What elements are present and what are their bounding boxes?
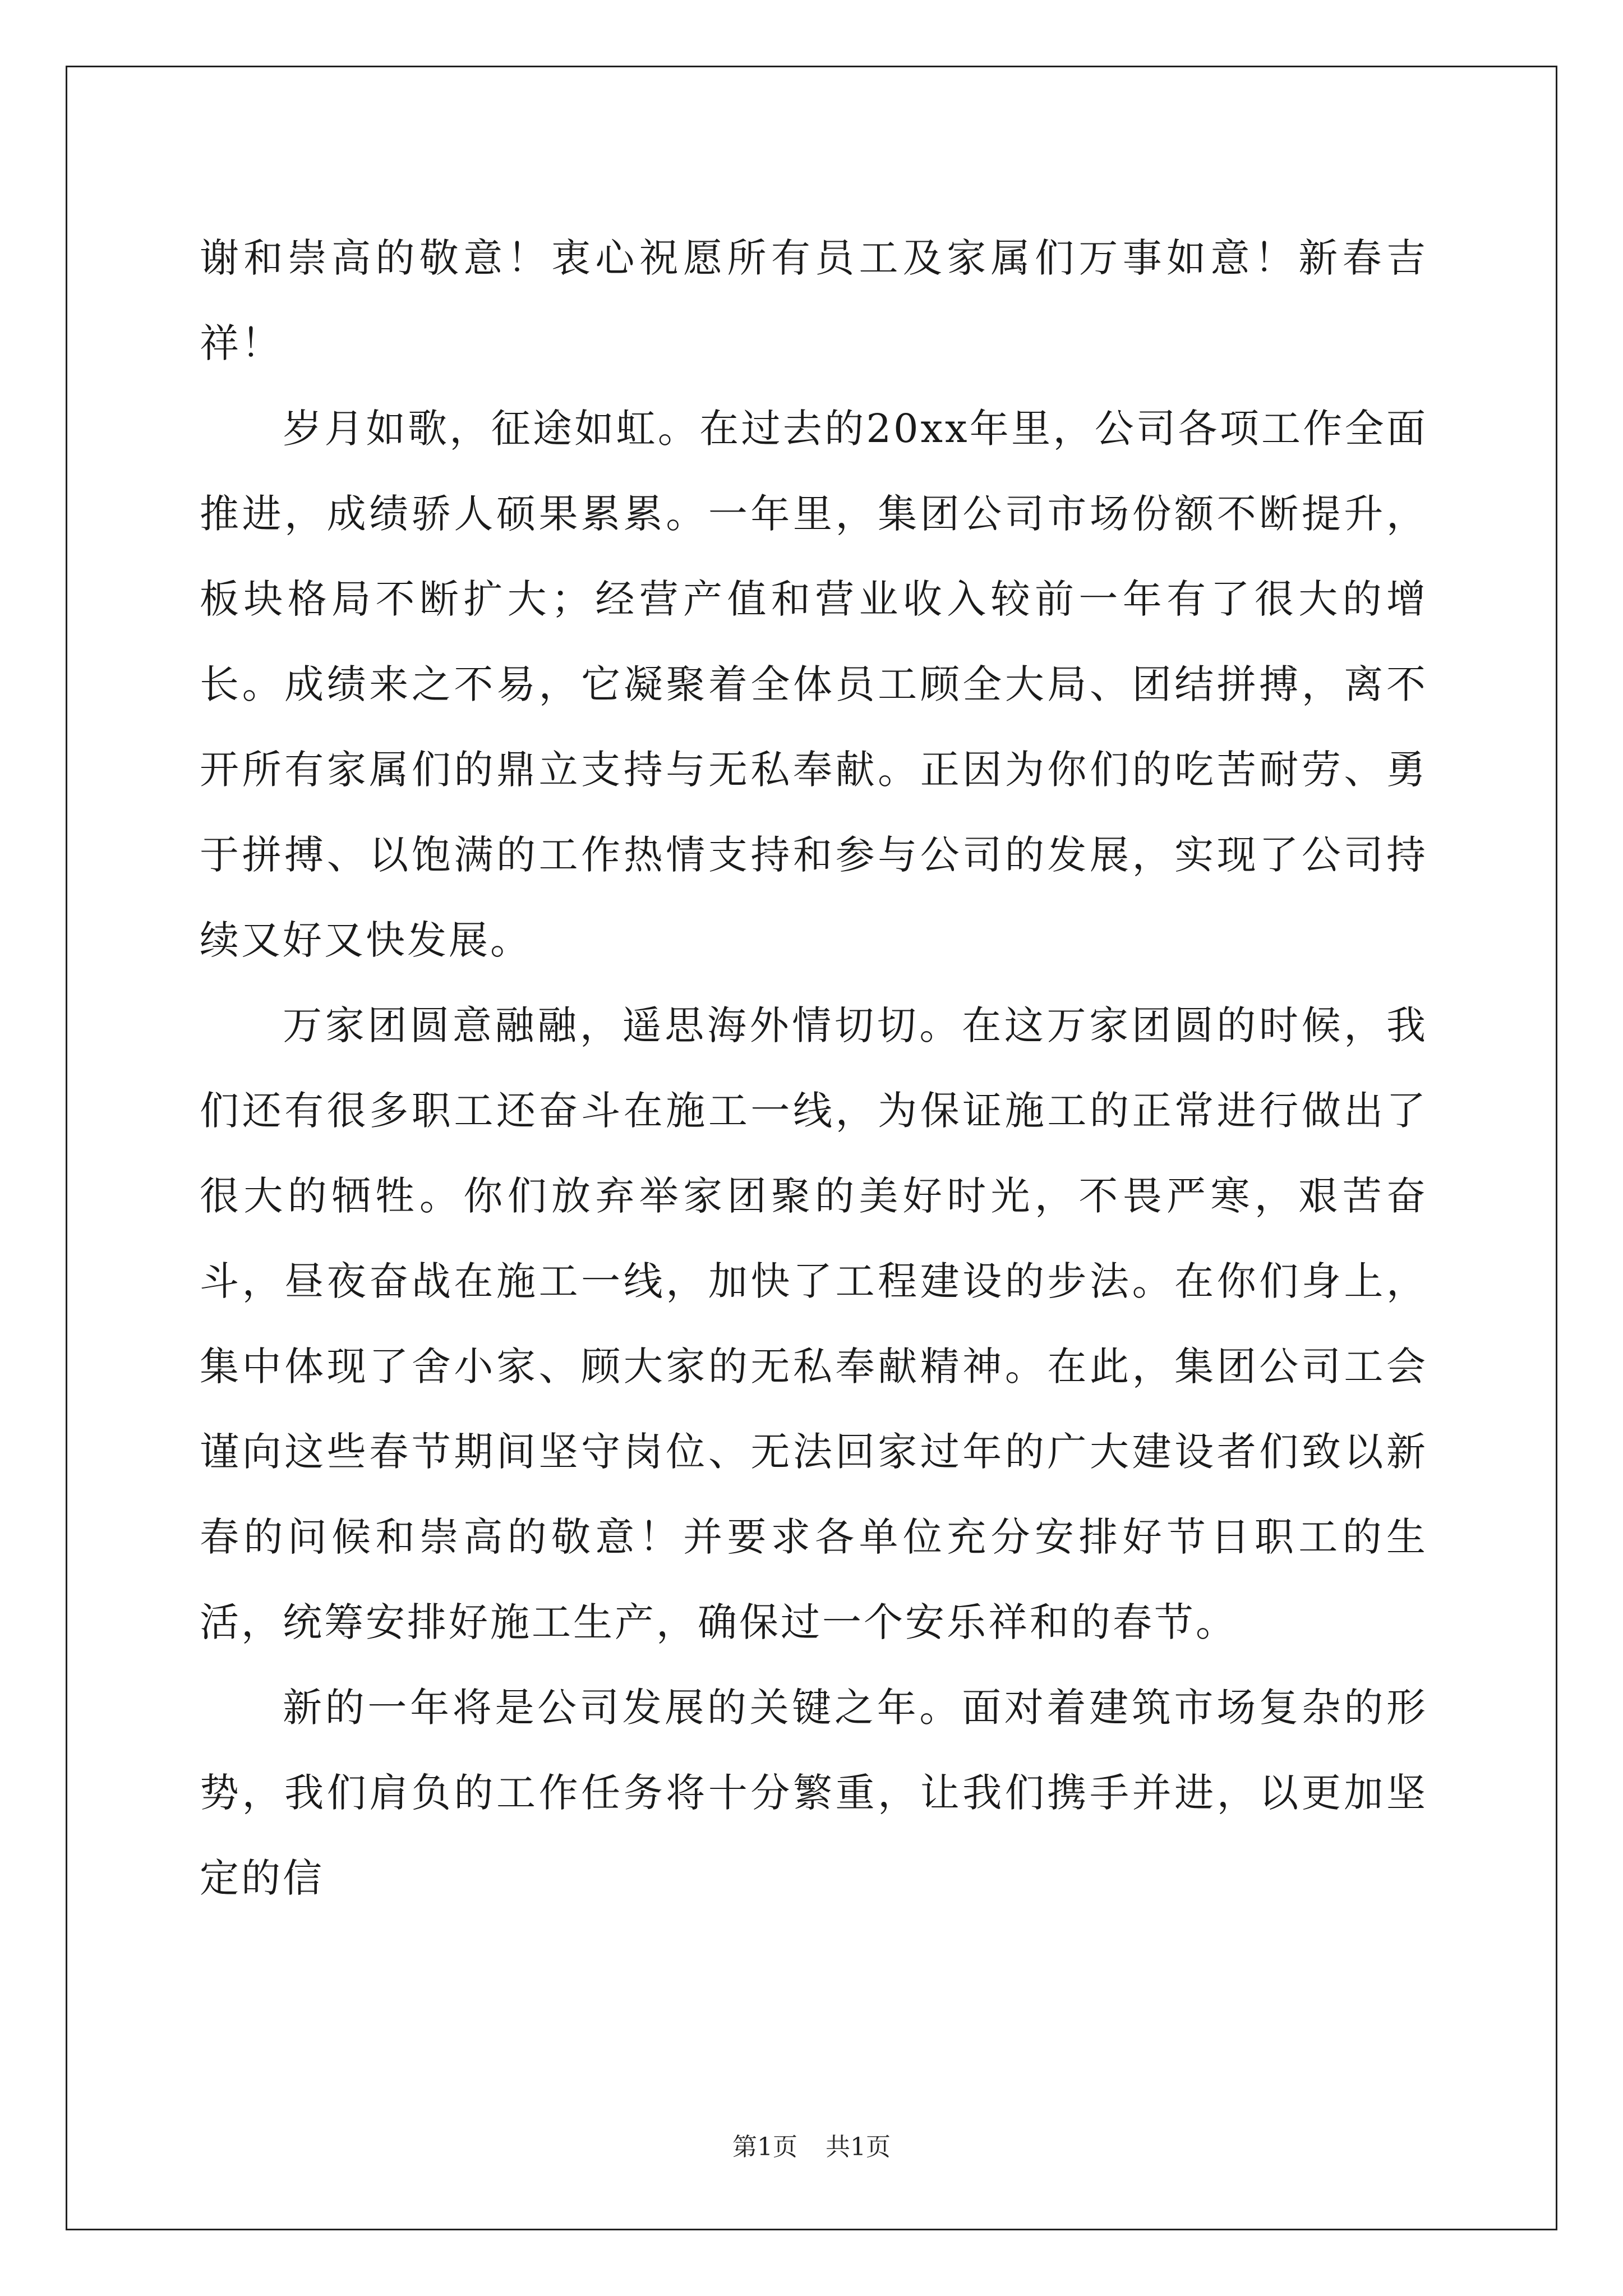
document-body <box>200 215 1428 1921</box>
paragraph-4: 新的一年将是公司发展的关键之年。面对着建筑市场复杂的形势，我们肩负的工作任务将十分繁重，让我们携手并进，以更加坚定的信 <box>200 1685 1428 1901</box>
paragraph-3: 万家团圆意融融，遥思海外情切切。在这万家团圆的时候，我们还有很多职工还奋斗在施工一线，为保证施工的正常进行做出了很大的牺牲。你们放弃举家团聚的美好时光，不畏严寒，艰苦奋斗，昼夜奋战在施工一线，加快了工程建设的步法。在你们身上，集中体现了舍小家、顾大家的无私奉献精神。在此，集团公司工会谨向这些春节期间坚守岗位、无法回家过年的广大建设者们致以新春的问候和崇高的敬意！并要求各单位充分安排好节日职工的生活，统筹安排好施工生产，确保过一个安乐祥和的春节。 <box>200 1002 1428 1645</box>
paragraph-1: 谢和崇高的敬意！衷心祝愿所有员工及家属们万事如意！新春吉祥！ <box>200 235 1428 366</box>
page-footer <box>0 2131 1623 2164</box>
page-total: 共1页 <box>826 2133 891 2161</box>
paragraph-2: 岁月如歌，征途如虹。在过去的20xx年里，公司各项工作全面推进，成绩骄人硕果累累。一年里，集团公司市场份额不断提升，板块格局不断扩大；经营产值和营业收入较前一年有了很大的增长。成绩来之不易，它凝聚着全体员工顾全大局、团结拼搏，离不开所有家属们的鼎立支持与无私奉献。正因为你们的吃苦耐劳、勇于拼搏、以饱满的工作热情支持和参与公司的发展，实现了公司持续又好又快发展。 <box>200 406 1428 963</box>
page-number: 第1页 <box>732 2133 797 2161</box>
